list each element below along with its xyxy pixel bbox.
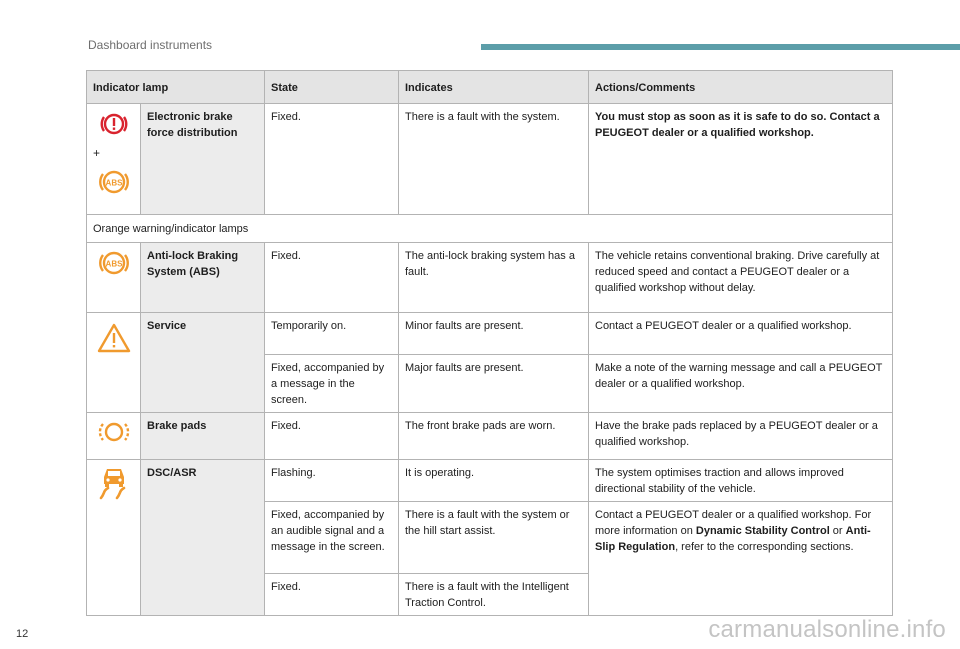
actions-cell — [589, 104, 893, 215]
header-actions: Actions/Comments — [589, 71, 893, 104]
actions-cell — [589, 502, 893, 616]
indicates-cell: Minor faults are present. — [399, 313, 589, 355]
state-cell: Fixed. — [265, 574, 399, 616]
table-row — [87, 460, 893, 502]
page-number: 12 — [16, 628, 29, 640]
actions-cell: Make a note of the warning message and call a PEUGEOT dealer or a qualified workshop. — [589, 355, 893, 413]
actions-cell: The vehicle retains conventional braking. Drive carefully at reduced speed and contact a PEUGEOT dealer or a qualified workshop without delay. — [589, 243, 893, 313]
table-row — [87, 243, 893, 313]
lamp-icon-cell — [87, 104, 141, 215]
watermark: carmanualsonline.info — [708, 616, 946, 643]
brake-warning-icon — [99, 109, 129, 139]
state-cell: Fixed. — [265, 104, 399, 215]
warning-triangle-icon — [97, 322, 131, 354]
header-accent-bar — [481, 44, 960, 50]
table-row — [87, 313, 893, 355]
header-state: State — [265, 71, 399, 104]
header-indicator-lamp: Indicator lamp — [87, 71, 265, 104]
actions-cell: The system optimises traction and allows improved directional stability of the vehicle. — [589, 460, 893, 502]
lamp-icon-cell — [87, 313, 141, 413]
link-term-asr: Anti-Slip Regulation — [595, 525, 871, 553]
header-indicates: Indicates — [399, 71, 589, 104]
lamp-name: Anti-lock Braking System (ABS) — [141, 243, 265, 313]
brake-pads-icon — [97, 418, 131, 446]
table-row — [87, 104, 893, 215]
table-header-row — [87, 71, 893, 104]
indicates-cell: The front brake pads are worn. — [399, 413, 589, 460]
table-row — [87, 413, 893, 460]
actions-text: , refer to the corresponding sections. — [675, 541, 854, 553]
group-label: Orange warning/indicator lamps — [87, 215, 893, 243]
section-title: Dashboard instruments — [88, 38, 213, 52]
indicates-cell: Major faults are present. — [399, 355, 589, 413]
state-cell: Fixed, accompanied by a message in the screen. — [265, 355, 399, 413]
indicates-cell: There is a fault with the Intelligent Traction Control. — [399, 574, 589, 616]
actions-text: You must stop as soon as it is safe to do so. Contact a PEUGEOT dealer or a qualified workshop. — [595, 111, 880, 139]
indicates-cell: There is a fault with the system. — [399, 104, 589, 215]
state-cell: Fixed. — [265, 413, 399, 460]
state-cell: Flashing. — [265, 460, 399, 502]
actions-text: Contact a PEUGEOT dealer or a qualified workshop. For more information on — [595, 509, 872, 537]
indicator-lamp-table — [86, 70, 893, 616]
svg-text:ABS: ABS — [105, 259, 122, 269]
abs-icon — [96, 248, 132, 278]
lamp-name: Brake pads — [141, 413, 265, 460]
lamp-name: Service — [141, 313, 265, 413]
svg-text:ABS: ABS — [105, 178, 122, 188]
indicates-cell: There is a fault with the system or the hill start assist. — [399, 502, 589, 574]
abs-icon — [96, 167, 132, 197]
state-cell: Fixed. — [265, 243, 399, 313]
actions-cell: Contact a PEUGEOT dealer or a qualified workshop. — [589, 313, 893, 355]
state-cell: Fixed, accompanied by an audible signal and a message in the screen. — [265, 502, 399, 574]
plus-sign: + — [93, 146, 101, 160]
lamp-name: DSC/ASR — [141, 460, 265, 616]
lamp-icon-cell — [87, 460, 141, 616]
indicates-cell: The anti-lock braking system has a fault. — [399, 243, 589, 313]
actions-cell: Have the brake pads replaced by a PEUGEOT dealer or a qualified workshop. — [589, 413, 893, 460]
actions-text: or — [829, 525, 846, 537]
state-cell: Temporarily on. — [265, 313, 399, 355]
group-row — [87, 215, 893, 243]
lamp-name: Electronic brake force distribution — [141, 104, 265, 215]
lamp-icon-cell — [87, 243, 141, 313]
link-term-dsc: Dynamic Stability Control — [695, 525, 830, 537]
lamp-icon-cell — [87, 413, 141, 460]
skidding-car-icon — [97, 465, 131, 501]
indicates-cell: It is operating. — [399, 460, 589, 502]
